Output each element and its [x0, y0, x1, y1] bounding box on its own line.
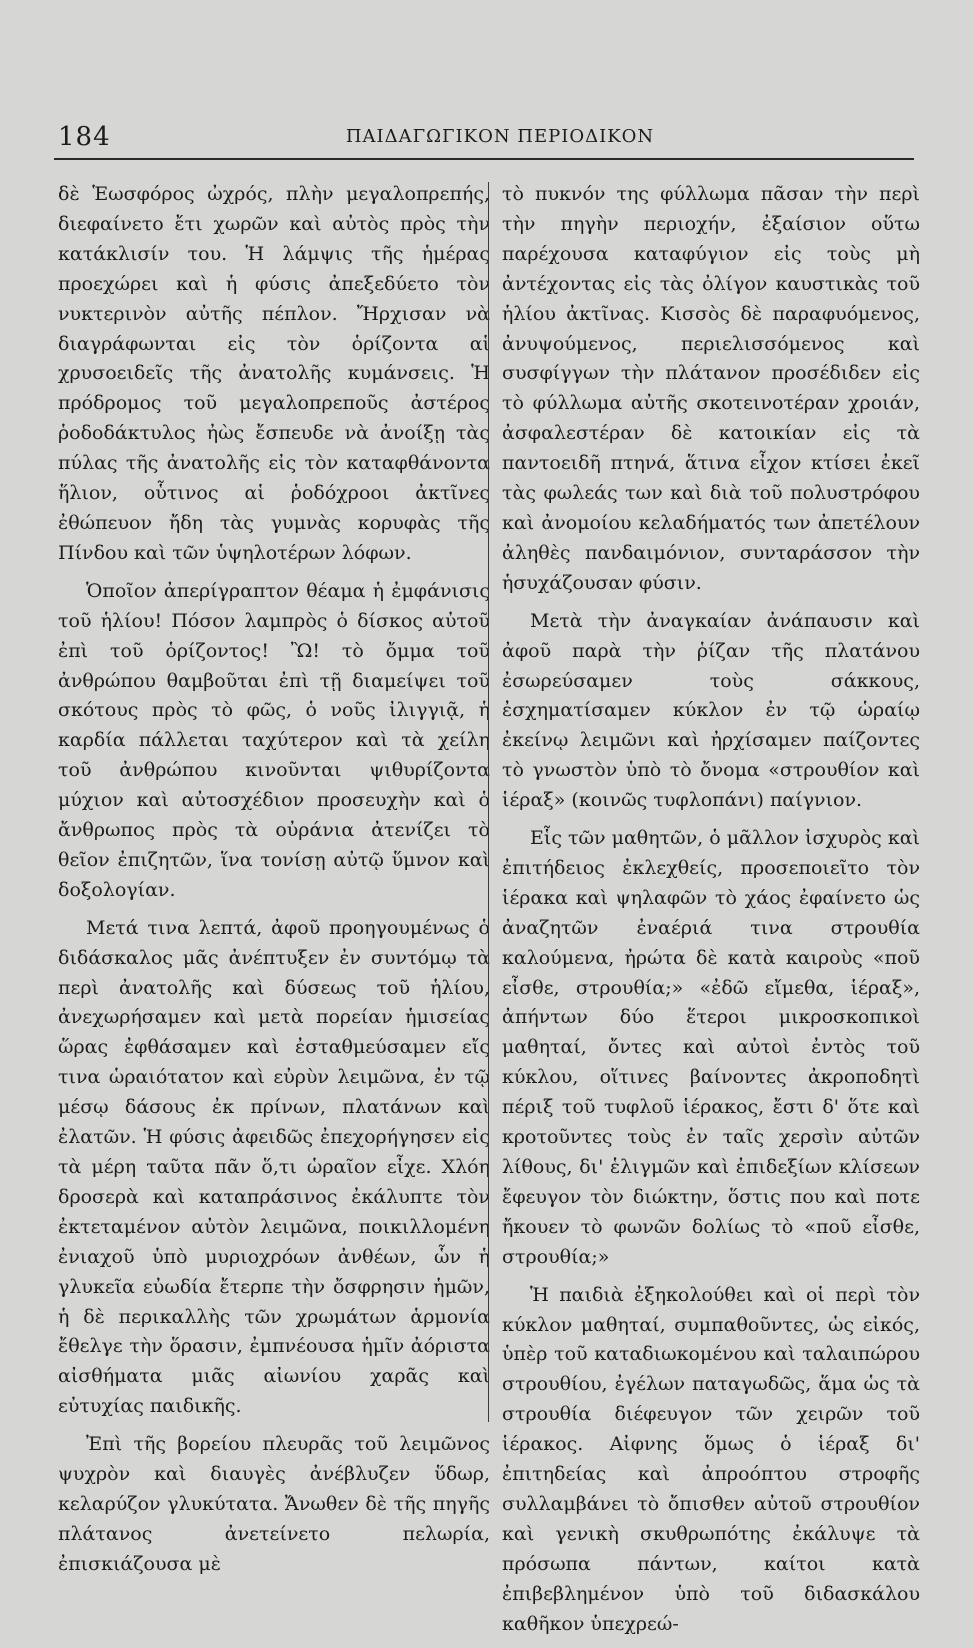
page-header [0, 122, 974, 158]
paragraph: Εἷς τῶν μαθητῶν, ὁ μᾶλλον ἰσχυρὸς καὶ ἐπιτήδειος ἐκλεχθείς, προσεποιεῖτο τὸν ἱέρακα καὶ ψηλαφῶν τὸ χάος ἐφαίνετο ὡς ἀναζητῶν ἐναέριά τινα στρουθία καλούμενα, ἠρώτα δὲ κατὰ καιροὺς «ποῦ εἶσθε, στρουθία;» «ἐδῶ εἴμεθα, ἱέραξ», ἀπήντων δύο ἕτεροι μικροσκοπικοὶ μαθηταί, ὄντες καὶ αὐτοὶ ἐντὸς τοῦ κύκλου, οἵτινες βαίνοντες ἀκροποδητὶ πέριξ τοῦ τυφλοῦ ἱέρακος, ἔστι δ' ὅτε καὶ κροτοῦντες τοὺς ἐν ταῖς χερσὶν αὐτῶν λίθους, δι' ἑλιγμῶν καὶ ἐπιδεξίων κλίσεων ἔφευγον τὸν διώκτην, ὅστις που καὶ ποτε ἤκουεν τὸ φωνῶν δολίως τὸ «ποῦ εἶσθε, στρουθία;» [502, 827, 920, 1268]
paragraph: Ἐπὶ τῆς βορείου πλευρᾶς τοῦ λειμῶνος ψυχρὸν καὶ διαυγὲς ἀνέβλυζεν ὕδωρ, κελαρύζον γλυκύτατα. Ἄνωθεν δὲ τῆς πηγῆς πλάτανος ἀνετείνετο πελωρία, ἐπισκιάζουσα μὲ [58, 1433, 490, 1575]
paragraph: δὲ Ἑωσφόρος ὠχρός, πλὴν μεγαλοπρεπής, διεφαίνετο ἔτι χωρῶν καὶ αὐτὸς πρὸς τὴν κατάκλισίν του. Ἡ λάμψις τῆς ἡμέρας προεχώρει καὶ ἡ φύσις ἀπεξεδύετο τὸν νυκτερινὸν αὐτῆς πέπλον. Ἤρχισαν νὰ διαγράφωνται εἰς τὸν ὁρίζοντα αἱ χρυσοειδεῖς τῆς ἀνατολῆς κυμάνσεις. Ἡ πρόδρομος τοῦ μεγαλοπρεποῦς ἀστέρος ῥοδοδάκτυλος ἠὼς ἔσπευδε νὰ ἀνοίξῃ τὰς πύλας τῆς ἀνατολῆς εἰς τὸν καταφθάνοντα ἥλιον, οὗτινος αἱ ῥοδόχροοι ἀκτῖνες ἐθώπευον ἤδη τὰς γυμνὰς κορυφὰς τῆς Πίνδου καὶ τῶν ὑψηλοτέρων λόφων. [58, 183, 490, 564]
header-rule [54, 158, 914, 160]
paragraph: Ὁποῖον ἀπερίγραπτον θέαμα ἡ ἐμφάνισις τοῦ ἡλίου! Πόσον λαμπρὸς ὁ δίσκος αὐτοῦ ἐπὶ τοῦ ὁρίζοντος! Ὢ! τὸ ὄμμα τοῦ ἀνθρώπου θαμβοῦται ἐπὶ τῇ διαμείψει τοῦ σκότους πρὸς τὸ φῶς, ὁ νοῦς ἰλιγγιᾷ, ἡ καρδία πάλλεται ταχύτερον καὶ τὰ χείλη τοῦ ἀνθρώπου κινοῦνται ψιθυρίζοντα μύχιον καὶ αὐτοσχέδιον προσευχὴν καὶ ὁ ἄνθρωπος πρὸς τὰ οὐράνια ἀτενίζει τὸ θεῖον ἐπιζητῶν, ἵνα τονίσῃ αὐτῷ ὕμνον καὶ δοξολογίαν. [58, 579, 490, 901]
running-title: ΠΑΙΔΑΓΩΓΙΚΟΝ ΠΕΡΙΟΔΙΚΟΝ [345, 126, 655, 147]
page-number: 184 [58, 122, 111, 152]
paragraph: τὸ πυκνόν της φύλλωμα πᾶσαν τὴν περὶ τὴν πηγὴν περιοχήν, ἐξαίσιον οὕτω παρέχουσα καταφύγιον εἰς τοὺς μὴ ἀντέχοντας εἰς τὰς ὀλίγον καυστικὰς τοῦ ἡλίου ἀκτῖνας. Κισσὸς δὲ παραφυόμενος, ἀνυψούμενος, περιελισσόμενος καὶ συσφίγγων τὴν πλάτανον προσέδιδεν εἰς τὸ φύλλωμα αὐτῆς σκοτεινοτέραν χροιάν, ἀσφαλεστέραν δὲ κατοικίαν εἰς τὰ παντοειδῆ πτηνά, ἅτινα εἶχον κτίσει ἐκεῖ τὰς φωλεάς των καὶ διὰ τοῦ πολυστρόφου καὶ ἀνομοίου κελαδήματός των ἀπετέλουν ἀληθὲς πανδαιμόνιον, συνταράσσον τὴν ἡσυχάζουσαν φύσιν. [502, 183, 920, 594]
left-column [58, 180, 490, 1588]
paragraph: Ἡ παιδιὰ ἐξηκολούθει καὶ οἱ περὶ τὸν κύκλον μαθηταί, συμπαθοῦντες, ὡς εἰκός, ὑπὲρ τοῦ καταδιωκομένου καὶ ταλαιπώρου στρουθίου, ἐγέλων παταγωδῶς, ἅμα ὡς τὰ στρουθία διέφευγον τῶν χειρῶν τοῦ ἱέρακος. Αἰφνης ὅμως ὁ ἱέραξ δι' ἐπιτηδείας καὶ ἀπροόπτου στροφῆς συλλαμβάνει τὸ ὄπισθεν αὐτοῦ στρουθίον καὶ γενικὴ σκυθρωπότης ἐκάλυψε τὰ πρόσωπα πάντων, καίτοι κατὰ ἐπιβεβλημένον ὑπὸ τοῦ διδασκάλου καθῆκον ὑπεχρεώ- [502, 1283, 920, 1635]
paragraph: Μετὰ τὴν ἀναγκαίαν ἀνάπαυσιν καὶ ἀφοῦ παρὰ τὴν ῥίζαν τῆς πλατάνου ἐσωρεύσαμεν τοὺς σάκκους, ἐσχηματίσαμεν κύκλον ἐν τῷ ὡραίῳ ἐκείνῳ λειμῶνι καὶ ἠρχίσαμεν παίζοντες τὸ γνωστὸν ὑπὸ τὸ ὄνομα «στρουθίον καὶ ἱέραξ» (κοινῶς τυφλοπάνι) παίγνιον. [502, 609, 920, 812]
paragraph: Μετά τινα λεπτά, ἀφοῦ προηγουμένως ὁ διδάσκαλος μᾶς ἀνέπτυξεν ἐν συντόμῳ τὰ περὶ ἀνατολῆς καὶ δύσεως τοῦ ἡλίου, ἀνεχωρήσαμεν καὶ μετὰ πορείαν ἡμισείας ὥρας ἐφθάσαμεν καὶ ἐσταθμεύσαμεν εἴς τινα ὡραιότατον καὶ εὐρὺν λειμῶνα, ἐν τῷ μέσῳ δάσους ἐκ πρίνων, πλατάνων καὶ ἐλατῶν. Ἡ φύσις ἀφειδῶς ἐπεχορήγησεν εἰς τὰ μέρη ταῦτα πᾶν ὅ,τι ὡραῖον εἶχε. Χλόη δροσερὰ καὶ καταπράσινος ἐκάλυπτε τὸν ἐκτεταμένον αὐτὸν λειμῶνα, ποικιλλομένη ἐνιαχοῦ ὑπὸ μυριοχρόων ἀνθέων, ὧν ἡ γλυκεῖα εὐωδία ἔτερπε τὴν ὄσφρησιν ἡμῶν, ἡ δὲ περικαλλὴς τῶν χρωμάτων ἁρμονία ἔθελγε τὴν ὅρασιν, ἐμπνέουσα ἡμῖν ἀόριστα αἰσθήματα μιᾶς αἰωνίου χαρᾶς καὶ εὐτυχίας παιδικῆς. [58, 916, 490, 1418]
column-divider [488, 182, 489, 1422]
right-column [502, 180, 920, 1648]
